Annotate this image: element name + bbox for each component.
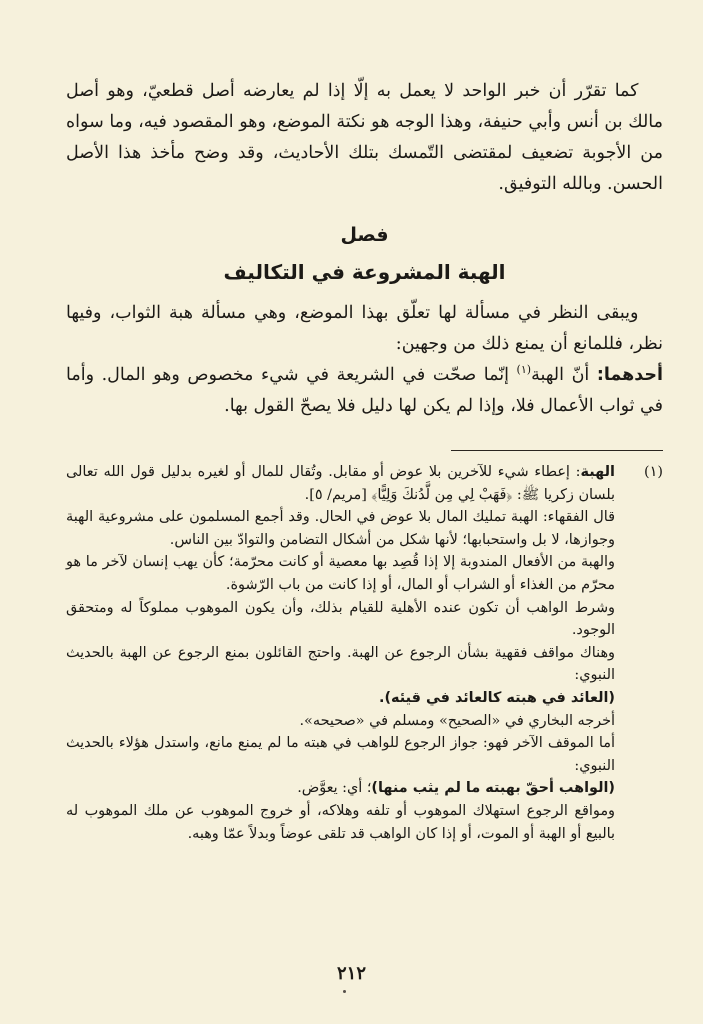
chapter-heading: الهبة المشروعة في التكاليف — [223, 260, 506, 284]
main-text — [66, 76, 663, 422]
footnote-hadith-2: (الواهب أحقّ بهبته ما لم يثب منها) — [371, 780, 615, 797]
footnote-paragraph-condition: وشرط الواهب أن تكون عنده الأهلية للقيام بذلك، وأن يكون الموهوب مملوكاً له ومتحقق الوجود. — [66, 599, 615, 639]
first-point-text-a: أنّ الهبة — [531, 365, 597, 385]
footnote-definition-text: : إعطاء شيء للآخرين بلا عوض أو مقابل. وتُقال للمال أو لغيره بدليل قول الله تعالى بلسان زكريا ﷺ: ﴿فَهَبْ لِي مِن لَّدُنكَ وَلِيًّا﴾ [مريم/ ٥]. — [66, 464, 615, 503]
first-point-paragraph — [66, 360, 663, 422]
first-point-label: أحدهما: — [596, 365, 664, 385]
footnote-hadith-2-line — [66, 777, 663, 800]
footnote-divider — [451, 450, 663, 451]
footnote-paragraph-fuqaha: قال الفقهاء: الهبة تمليك المال بلا عوض في الحال. وقد أجمع المسلمون على مشروعية الهبة وجوازها، لا بل واستحبابها؛ لأنها شكل من أشكال التضامن والتوادّ بين الناس. — [66, 509, 615, 548]
footnote-paragraph-mandub: والهبة من الأفعال المندوبة إلا إذا قُصِد بها معصية أو كانت محرّمة؛ كأن يهب إنسان لآخر ما هو محرّم من الغذاء أو الشراب أو المال، أو إذا كانت من باب الرّشوة. — [66, 554, 615, 593]
footnotes — [66, 461, 663, 845]
intro-paragraph: ويبقى النظر في مسألة لها تعلّق بهذا الموضع، وهي مسألة هبة الثواب، وفيها نظر، فللمانع أن يمنع ذلك من وجهين: — [66, 303, 663, 354]
footnote-paragraph-other-view: أما الموقف الآخر فهو: جواز الرجوع للواهب في هبته ما لم يمنع مانع، واستدل هؤلاء بالحديث النبوي: — [66, 735, 615, 774]
print-speck — [343, 990, 346, 993]
section-heading: فصل — [340, 224, 389, 246]
footnote-paragraph-cases: ومواقع الرجوع استهلاك الموهوب أو تلفه وهلاكه، أو خروج الموهوب عن ملك الموهوب له بالبيع أو الهبة أو الموت، أو إذا كان الواهب قد تلقى عوضاً وبدلاً عمّا وهبه. — [66, 802, 615, 842]
footnote-reference[interactable]: (١) — [516, 363, 532, 377]
footnote-hadith-2-rest: ؛ أي: يعوَّض. — [297, 780, 372, 797]
opening-paragraph: كما تقرّر أن خبر الواحد لا يعمل به إلّا إذا لم يعارضه أصل قطعيّ، وهو أصل مالك بن أنس وأبي حنيفة، وهذا الوجه هو نكتة الموضع، وهو المقصود فيه، وما سواه من الأجوبة تضعيف لمقتضى التّمسك بتلك الأحاديث، وقد وضح مأخذ هذا الأصل الحسن. وبالله التوفيق. — [66, 81, 663, 194]
footnote-paragraph-source: أخرجه البخاري في «الصحيح» ومسلم في «صحيحه». — [299, 712, 615, 729]
page-number: ٢١٢ — [336, 963, 366, 984]
footnote-term: الهبة — [580, 464, 615, 480]
footnote-hadith-1: (العائد في هبته كالعائد في قيئه). — [379, 689, 615, 706]
footnote-paragraph-positions: وهناك مواقف فقهية بشأن الرجوع عن الهبة. واحتج القائلون بمنع الرجوع عن الهبة بالحديث النبوي: — [66, 644, 615, 684]
first-point-text-b: إنّما صحّت في الشريعة في شيء مخصوص وهو المال. وأما في ثواب الأعمال فلا، وإذا لم يكن لها دليل فلا يصحّ القول بها. — [66, 365, 663, 416]
footnote-definition — [66, 461, 663, 506]
footnote-number: (١) — [644, 464, 663, 480]
